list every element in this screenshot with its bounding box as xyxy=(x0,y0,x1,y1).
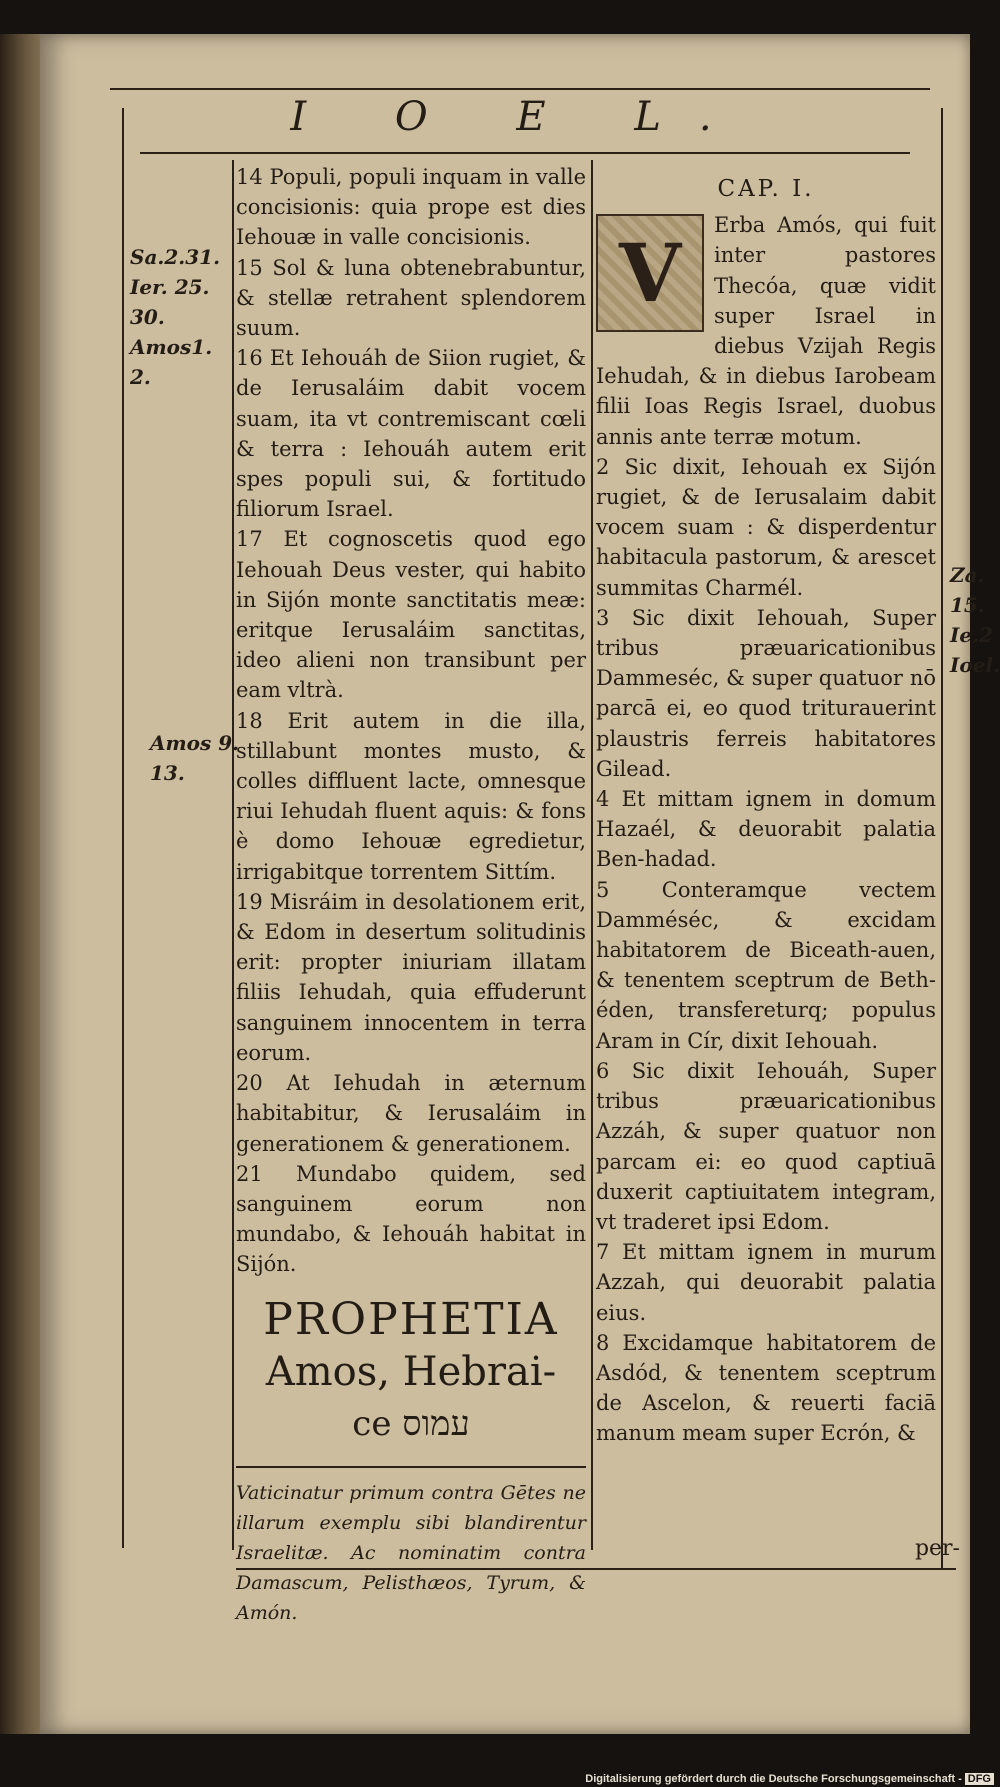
verse-17: 17 Et cognoscetis quod ego Iehouah Deus vester, qui habito in Sijón monte sanctitatis meæ: eritque Ierusaláim sanctitas, ideo alieni non transibunt per eam vltrà. xyxy=(236,527,586,703)
right-margin-rule xyxy=(941,108,943,1568)
verse-14: 14 Populi, populi inquam in valle concisionis: quia prope est dies Iehouæ in valle concisionis. xyxy=(236,165,586,250)
margin-note: Ioel. xyxy=(950,653,1000,677)
footer-text: Digitalisierung gefördert durch die Deutsche Forschungsgemeinschaft - xyxy=(585,1773,962,1785)
margin-note: Za. xyxy=(950,563,985,587)
left-column-rule xyxy=(232,160,234,1550)
verse-1: Erba Amós, qui fuit inter pastores Thecóa, quæ vidit super Israel in diebus Vzijah Regis Iehudah, & in diebus Iarobeam filii Ioas Regis Israel, duobus annis ante terræ motum. xyxy=(596,213,936,449)
margin-note: Sa.2.31. xyxy=(130,245,221,269)
verse-20: 20 At Iehudah in æternum habitabitur, & Ierusaláim in generationem & generationem. xyxy=(236,1071,586,1156)
verse-21: 21 Mundabo quidem, sed sanguinem eorum non mundabo, & Iehouáh habitat in Sijón. xyxy=(236,1161,586,1277)
header-rule xyxy=(110,88,930,90)
verse-15: 15 Sol & luna obtenebrabuntur, & stellæ retrahent splendorem suum. xyxy=(236,255,586,341)
header-rule-lower xyxy=(140,152,910,154)
margin-note: Ie.2 xyxy=(950,623,993,647)
margin-note: 15. xyxy=(950,593,985,617)
margin-note: 13. xyxy=(150,761,185,785)
running-head: I O E L. xyxy=(290,94,750,140)
heading-line-3: ce עמוס xyxy=(352,1403,470,1444)
verse-19: 19 Misráim in desolationem erit, & Edom in desertum solitudinis erit: propter iniuriam illatam filiis Iehudah, quia effuderunt sanguinem innocentem in terra eorum. xyxy=(236,889,586,1065)
verse-7: 7 Et mittam ignem in murum Azzah, qui deuorabit palatia eius. xyxy=(596,1240,936,1325)
margin-note: Ier. 25. xyxy=(130,275,210,299)
digitization-footer xyxy=(585,1773,994,1785)
verse-4: 4 Et mittam ignem in domum Hazaél, & deuorabit palatia Ben-hadad. xyxy=(596,787,936,872)
book-heading xyxy=(236,1294,586,1450)
verse-16: 16 Et Iehouáh de Siion rugiet, & de Ierusaláim dabit vocem suam, ita vt contremiscant cœli & terra : Iehouáh autem erit spes populi sui, & fortitudo filiorum Israel. xyxy=(236,346,586,522)
verse-6: 6 Sic dixit Iehouáh, Super tribus præuaricationibus Azzáh, & super quatuor non parcam ei: eo quod captiuā duxerit captiuitatem integram, vt traderet ipsi Edom. xyxy=(596,1058,936,1234)
column-divider-rule xyxy=(591,160,593,1550)
dfg-logo: DFG xyxy=(965,1773,994,1785)
margin-note: Amos1. xyxy=(130,335,213,359)
margin-note: 30. xyxy=(130,305,165,329)
heading-line-2: Amos, Hebrai- xyxy=(265,1348,557,1395)
left-column xyxy=(236,162,586,1628)
bottom-rule xyxy=(236,1568,956,1570)
verse-2: 2 Sic dixit, Iehouah ex Sijón rugiet, & de Ierusalaim dabit vocem suam : & disperdentur habitacula pastorum, & arescet summitas Charmél. xyxy=(596,454,936,600)
verse-3: 3 Sic dixit Iehouah, Super tribus præuaricationibus Dammeséc, & super quatuor nō parcā ei, eo quod triturauerint plaustris ferreis habitatores Gilead. xyxy=(596,605,936,781)
left-margin-rule xyxy=(122,108,124,1548)
catchword: per- xyxy=(914,1536,960,1561)
verse-8: 8 Excidamque habitatorem de Asdód, & tenentem sceptrum de Ascelon, & reuerti faciā manum meam super Ecrón, & xyxy=(596,1330,936,1446)
heading-line-1: PROPHETIA xyxy=(263,1293,559,1345)
right-column xyxy=(596,162,936,1449)
verse-5: 5 Conteramque vectem Damméséc, & excidam habitatorem de Biceath-auen, & tenentem sceptrum de Beth-éden, transfereturq; populus Aram in Cír, dixit Iehouah. xyxy=(596,877,936,1053)
chapter-heading: CAP. I. xyxy=(717,176,815,202)
chapter-argument: Vaticinatur primum contra Gētes ne illarum exemplu sibi blandirentur Israelitæ. Ac nominatim contra Damascum, Pelisthæos, Tyrum, & Amón. xyxy=(236,1481,586,1624)
heading-rule xyxy=(236,1466,586,1468)
verse-18: 18 Erit autem in die illa, stillabunt montes musto, & colles diffluent lacte, omnesque riui Iehudah fluent aquis: & fons è domo Iehouæ egredietur, irrigabitque torrentem Sittím. xyxy=(236,708,586,884)
opening-verse xyxy=(596,210,936,452)
margin-note: Amos 9. xyxy=(150,731,240,755)
margin-note: 2. xyxy=(130,365,151,389)
decorated-initial: V xyxy=(596,214,704,332)
